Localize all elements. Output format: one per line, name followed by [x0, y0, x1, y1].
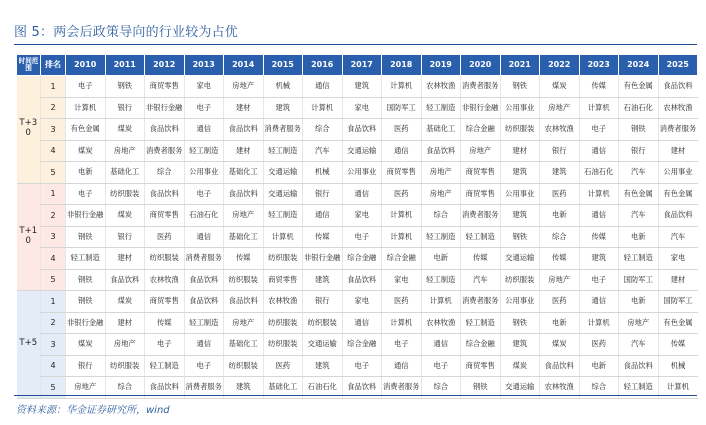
table-row [17, 269, 698, 291]
industry-cell: 食品饮料 [342, 377, 382, 399]
source-note: 资料来源：华金证券研究所，wind [16, 405, 170, 416]
industry-cell: 食品饮料 [421, 140, 461, 162]
industry-cell: 商贸零售 [263, 269, 303, 291]
industry-cell: 综合 [303, 119, 343, 141]
industry-cell: 医药 [540, 291, 580, 313]
industry-cell: 通信 [303, 205, 343, 227]
year-header: 2017 [342, 55, 382, 76]
industry-cell: 电子 [382, 334, 422, 356]
year-header: 2015 [263, 55, 303, 76]
industry-cell: 食品饮料 [184, 291, 224, 313]
industry-cell: 医药 [263, 355, 303, 377]
industry-cell: 银行 [105, 226, 145, 248]
industry-cell: 房地产 [461, 140, 501, 162]
industry-cell: 轻工制造 [619, 248, 659, 270]
industry-cell: 基础化工 [263, 377, 303, 399]
rank-cell: 2 [41, 97, 66, 119]
industry-cell: 计算机 [579, 312, 619, 334]
window-header: 时间范围 [17, 55, 41, 76]
rank-cell: 2 [41, 312, 66, 334]
industry-cell: 非银行金融 [461, 97, 501, 119]
industry-cell: 医药 [540, 183, 580, 205]
industry-cell: 汽车 [303, 140, 343, 162]
industry-cell: 食品饮料 [342, 269, 382, 291]
industry-cell: 电子 [184, 355, 224, 377]
industry-cell: 商贸零售 [145, 76, 185, 98]
industry-cell: 房地产 [540, 269, 580, 291]
table-row [17, 205, 698, 227]
rank-cell: 5 [41, 377, 66, 399]
industry-cell: 消费者服务 [263, 119, 303, 141]
title-divider [14, 44, 697, 45]
industry-cell: 传媒 [461, 248, 501, 270]
industry-cell: 公用事业 [342, 162, 382, 184]
industry-cell: 消费者服务 [184, 248, 224, 270]
industry-cell: 建材 [658, 140, 698, 162]
industry-cell: 电子 [184, 183, 224, 205]
industry-cell: 钢铁 [105, 76, 145, 98]
industry-cell: 国防军工 [382, 97, 422, 119]
industry-cell: 建筑 [579, 248, 619, 270]
industry-cell: 房地产 [224, 76, 264, 98]
industry-cell: 通信 [184, 226, 224, 248]
header-row [17, 55, 698, 76]
industry-ranking-table [16, 54, 698, 399]
industry-cell: 纺织服装 [303, 312, 343, 334]
rank-header: 排名 [41, 55, 66, 76]
industry-cell: 传媒 [579, 226, 619, 248]
industry-cell: 轻工制造 [145, 355, 185, 377]
industry-cell: 商贸零售 [461, 355, 501, 377]
year-header: 2012 [145, 55, 185, 76]
industry-cell: 轻工制造 [184, 140, 224, 162]
industry-cell: 通信 [184, 334, 224, 356]
industry-cell: 建筑 [540, 162, 580, 184]
table-row [17, 97, 698, 119]
industry-cell: 商贸零售 [382, 162, 422, 184]
industry-cell: 消费者服务 [461, 76, 501, 98]
industry-cell: 有色金属 [658, 312, 698, 334]
window-label: T+30 [17, 76, 41, 184]
industry-cell: 建筑 [303, 355, 343, 377]
industry-cell: 纺织服装 [263, 312, 303, 334]
table-row [17, 76, 698, 98]
industry-cell: 电子 [342, 226, 382, 248]
industry-cell: 交通运输 [342, 140, 382, 162]
industry-cell: 纺织服装 [500, 269, 540, 291]
industry-cell: 轻工制造 [263, 205, 303, 227]
industry-cell: 银行 [303, 291, 343, 313]
industry-cell: 纺织服装 [224, 269, 264, 291]
industry-cell: 计算机 [658, 377, 698, 399]
industry-cell: 电新 [619, 291, 659, 313]
industry-cell: 基础化工 [105, 162, 145, 184]
industry-cell: 通信 [382, 355, 422, 377]
industry-cell: 轻工制造 [263, 140, 303, 162]
industry-cell: 轻工制造 [461, 226, 501, 248]
year-header: 2013 [184, 55, 224, 76]
industry-cell: 食品饮料 [224, 291, 264, 313]
industry-cell: 电子 [145, 334, 185, 356]
industry-cell: 传媒 [658, 334, 698, 356]
industry-cell: 综合 [421, 377, 461, 399]
industry-cell: 综合 [540, 226, 580, 248]
industry-cell: 非银行金融 [303, 248, 343, 270]
window-label: T+10 [17, 183, 41, 291]
industry-cell: 基础化工 [421, 119, 461, 141]
industry-cell: 交通运输 [263, 162, 303, 184]
industry-cell: 消费者服务 [658, 119, 698, 141]
industry-cell: 食品饮料 [145, 119, 185, 141]
industry-cell: 消费者服务 [461, 291, 501, 313]
industry-cell: 基础化工 [224, 334, 264, 356]
industry-cell: 煤炭 [540, 334, 580, 356]
industry-cell: 石油石化 [184, 205, 224, 227]
industry-cell: 食品饮料 [658, 205, 698, 227]
industry-cell: 综合 [145, 162, 185, 184]
industry-cell: 国防军工 [658, 291, 698, 313]
industry-cell: 商贸零售 [461, 162, 501, 184]
table-body [17, 76, 698, 399]
industry-cell: 综合金融 [342, 248, 382, 270]
industry-cell: 机械 [263, 76, 303, 98]
industry-cell: 食品饮料 [145, 183, 185, 205]
industry-cell: 房地产 [224, 205, 264, 227]
industry-cell: 电子 [66, 183, 106, 205]
industry-cell: 电子 [184, 97, 224, 119]
industry-cell: 纺织服装 [500, 119, 540, 141]
industry-cell: 医药 [382, 183, 422, 205]
industry-cell: 通信 [579, 205, 619, 227]
industry-cell: 家电 [342, 97, 382, 119]
industry-cell: 计算机 [382, 205, 422, 227]
industry-cell: 石油石化 [303, 377, 343, 399]
industry-cell: 基础化工 [224, 226, 264, 248]
rank-cell: 4 [41, 140, 66, 162]
industry-cell: 石油石化 [579, 162, 619, 184]
industry-cell: 电子 [579, 269, 619, 291]
industry-cell: 电新 [540, 312, 580, 334]
industry-cell: 消费者服务 [461, 205, 501, 227]
industry-cell: 银行 [66, 355, 106, 377]
year-header: 2025 [658, 55, 698, 76]
industry-cell: 建材 [105, 312, 145, 334]
rank-cell: 3 [41, 334, 66, 356]
table-row [17, 248, 698, 270]
rank-cell: 5 [41, 269, 66, 291]
industry-cell: 通信 [579, 140, 619, 162]
industry-cell: 医药 [579, 334, 619, 356]
industry-cell: 食品饮料 [540, 355, 580, 377]
industry-cell: 汽车 [619, 162, 659, 184]
industry-cell: 煤炭 [105, 291, 145, 313]
industry-cell: 家电 [342, 291, 382, 313]
rank-cell: 1 [41, 76, 66, 98]
rank-cell: 4 [41, 248, 66, 270]
industry-cell: 计算机 [382, 76, 422, 98]
industry-cell: 计算机 [303, 97, 343, 119]
industry-cell: 综合 [579, 377, 619, 399]
industry-cell: 商贸零售 [145, 205, 185, 227]
industry-cell: 建材 [224, 140, 264, 162]
industry-cell: 农林牧渔 [263, 291, 303, 313]
industry-cell: 综合金融 [461, 119, 501, 141]
industry-cell: 农林牧渔 [540, 377, 580, 399]
industry-cell: 电新 [579, 355, 619, 377]
rank-cell: 5 [41, 162, 66, 184]
industry-cell: 农林牧渔 [145, 269, 185, 291]
rank-cell: 2 [41, 205, 66, 227]
table-row [17, 355, 698, 377]
industry-cell: 房地产 [540, 97, 580, 119]
industry-cell: 家电 [382, 269, 422, 291]
industry-cell: 轻工制造 [461, 312, 501, 334]
industry-cell: 计算机 [382, 312, 422, 334]
industry-cell: 计算机 [263, 226, 303, 248]
industry-cell: 公用事业 [500, 183, 540, 205]
industry-cell: 电子 [421, 355, 461, 377]
table-header [17, 55, 698, 76]
window-label: T+5 [17, 291, 41, 399]
industry-cell: 公用事业 [658, 162, 698, 184]
industry-cell: 电新 [421, 248, 461, 270]
industry-cell: 钢铁 [619, 119, 659, 141]
industry-cell: 电新 [540, 205, 580, 227]
industry-cell: 钢铁 [500, 312, 540, 334]
industry-cell: 电子 [342, 355, 382, 377]
industry-cell: 银行 [303, 183, 343, 205]
industry-cell: 建筑 [263, 97, 303, 119]
industry-cell: 银行 [540, 140, 580, 162]
industry-cell: 纺织服装 [105, 355, 145, 377]
industry-cell: 电子 [579, 119, 619, 141]
industry-cell: 有色金属 [658, 183, 698, 205]
industry-cell: 轻工制造 [421, 97, 461, 119]
industry-cell: 家电 [658, 248, 698, 270]
industry-cell: 计算机 [421, 291, 461, 313]
industry-cell: 交通运输 [500, 248, 540, 270]
rank-cell: 3 [41, 119, 66, 141]
industry-cell: 轻工制造 [66, 248, 106, 270]
industry-cell: 煤炭 [540, 76, 580, 98]
industry-cell: 通信 [382, 140, 422, 162]
industry-cell: 食品饮料 [658, 76, 698, 98]
industry-cell: 电新 [66, 162, 106, 184]
industry-cell: 汽车 [461, 269, 501, 291]
table-row [17, 291, 698, 313]
industry-cell: 建材 [105, 248, 145, 270]
industry-cell: 有色金属 [66, 119, 106, 141]
year-header: 2020 [461, 55, 501, 76]
industry-cell: 钢铁 [66, 291, 106, 313]
industry-cell: 纺织服装 [224, 355, 264, 377]
industry-cell: 基础化工 [224, 162, 264, 184]
industry-cell: 机械 [658, 355, 698, 377]
industry-cell: 传媒 [145, 312, 185, 334]
year-header: 2019 [421, 55, 461, 76]
industry-cell: 消费者服务 [145, 140, 185, 162]
industry-cell: 通信 [579, 291, 619, 313]
industry-cell: 建材 [500, 140, 540, 162]
industry-cell: 医药 [382, 119, 422, 141]
table-row [17, 226, 698, 248]
industry-cell: 钢铁 [500, 226, 540, 248]
industry-cell: 食品饮料 [224, 119, 264, 141]
industry-cell: 食品饮料 [224, 183, 264, 205]
table-row [17, 119, 698, 141]
industry-cell: 房地产 [105, 334, 145, 356]
industry-cell: 非银行金融 [145, 97, 185, 119]
rank-cell: 1 [41, 183, 66, 205]
industry-cell: 非银行金融 [66, 312, 106, 334]
industry-cell: 食品饮料 [619, 355, 659, 377]
industry-cell: 汽车 [619, 334, 659, 356]
industry-cell: 通信 [342, 183, 382, 205]
industry-cell: 农林牧渔 [658, 97, 698, 119]
industry-cell: 机械 [303, 162, 343, 184]
industry-cell: 钢铁 [66, 226, 106, 248]
table-row [17, 183, 698, 205]
industry-cell: 石油石化 [619, 97, 659, 119]
industry-cell: 医药 [382, 291, 422, 313]
industry-cell: 建筑 [500, 205, 540, 227]
industry-cell: 通信 [342, 312, 382, 334]
industry-cell: 钢铁 [500, 76, 540, 98]
rank-cell: 1 [41, 291, 66, 313]
industry-cell: 通信 [303, 76, 343, 98]
industry-cell: 纺织服装 [105, 183, 145, 205]
industry-cell: 商贸零售 [461, 183, 501, 205]
industry-cell: 建材 [658, 269, 698, 291]
industry-cell: 农林牧渔 [421, 312, 461, 334]
industry-cell: 煤炭 [500, 355, 540, 377]
industry-cell: 房地产 [66, 377, 106, 399]
industry-cell: 食品饮料 [342, 119, 382, 141]
industry-cell: 公用事业 [500, 97, 540, 119]
industry-cell: 食品饮料 [145, 377, 185, 399]
industry-cell: 银行 [619, 140, 659, 162]
rank-cell: 3 [41, 226, 66, 248]
industry-cell: 纺织服装 [263, 334, 303, 356]
industry-cell: 煤炭 [66, 140, 106, 162]
industry-cell: 建筑 [224, 377, 264, 399]
industry-cell: 计算机 [382, 226, 422, 248]
industry-cell: 计算机 [579, 97, 619, 119]
industry-cell: 煤炭 [105, 119, 145, 141]
table-row [17, 312, 698, 334]
industry-cell: 建材 [224, 97, 264, 119]
year-header: 2022 [540, 55, 580, 76]
industry-cell: 综合金融 [382, 248, 422, 270]
table-row [17, 334, 698, 356]
industry-cell: 建筑 [500, 162, 540, 184]
industry-cell: 传媒 [303, 226, 343, 248]
year-header: 2023 [579, 55, 619, 76]
industry-cell: 公用事业 [184, 162, 224, 184]
industry-cell: 公用事业 [500, 291, 540, 313]
table-row [17, 140, 698, 162]
industry-cell: 汽车 [619, 205, 659, 227]
industry-cell: 消费者服务 [382, 377, 422, 399]
industry-cell: 综合 [105, 377, 145, 399]
industry-cell: 通信 [184, 119, 224, 141]
industry-cell: 有色金属 [619, 76, 659, 98]
industry-cell: 纺织服装 [263, 248, 303, 270]
industry-cell: 交通运输 [500, 377, 540, 399]
industry-cell: 房地产 [224, 312, 264, 334]
industry-cell: 电新 [619, 226, 659, 248]
footer-divider [14, 395, 697, 396]
industry-cell: 房地产 [619, 312, 659, 334]
industry-cell: 房地产 [105, 140, 145, 162]
industry-cell: 建筑 [500, 334, 540, 356]
industry-cell: 交通运输 [303, 334, 343, 356]
industry-cell: 传媒 [224, 248, 264, 270]
industry-cell: 医药 [145, 226, 185, 248]
industry-cell: 通信 [421, 334, 461, 356]
industry-cell: 农林牧渔 [421, 76, 461, 98]
industry-cell: 电子 [66, 76, 106, 98]
industry-cell: 轻工制造 [619, 377, 659, 399]
industry-cell: 综合 [421, 205, 461, 227]
figure-title: 图 5：两会后政策导向的行业较为占优 [14, 25, 239, 40]
industry-cell: 轻工制造 [184, 312, 224, 334]
table-row [17, 162, 698, 184]
industry-cell: 钢铁 [66, 269, 106, 291]
industry-cell: 传媒 [540, 248, 580, 270]
industry-cell: 建筑 [342, 76, 382, 98]
industry-cell: 煤炭 [66, 334, 106, 356]
industry-cell: 钢铁 [461, 377, 501, 399]
industry-cell: 食品饮料 [184, 269, 224, 291]
industry-cell: 综合金融 [342, 334, 382, 356]
industry-cell: 轻工制造 [421, 269, 461, 291]
year-header: 2021 [500, 55, 540, 76]
industry-cell: 交通运输 [263, 183, 303, 205]
industry-cell: 国防军工 [619, 269, 659, 291]
industry-cell: 家电 [184, 76, 224, 98]
industry-cell: 汽车 [658, 226, 698, 248]
industry-cell: 消费者服务 [184, 377, 224, 399]
industry-cell: 计算机 [579, 183, 619, 205]
industry-cell: 房地产 [421, 183, 461, 205]
year-header: 2024 [619, 55, 659, 76]
industry-cell: 煤炭 [105, 205, 145, 227]
year-header: 2010 [66, 55, 106, 76]
industry-cell: 建筑 [303, 269, 343, 291]
industry-cell: 家电 [342, 205, 382, 227]
industry-cell: 综合金融 [461, 334, 501, 356]
industry-cell: 房地产 [421, 162, 461, 184]
year-header: 2016 [303, 55, 343, 76]
industry-cell: 食品饮料 [105, 269, 145, 291]
year-header: 2018 [382, 55, 422, 76]
industry-cell: 农林牧渔 [540, 119, 580, 141]
industry-cell: 轻工制造 [421, 226, 461, 248]
rank-cell: 4 [41, 355, 66, 377]
industry-cell: 有色金属 [619, 183, 659, 205]
industry-cell: 计算机 [66, 97, 106, 119]
year-header: 2014 [224, 55, 264, 76]
industry-cell: 传媒 [579, 76, 619, 98]
year-header: 2011 [105, 55, 145, 76]
industry-cell: 纺织服装 [145, 248, 185, 270]
industry-cell: 非银行金融 [66, 205, 106, 227]
industry-cell: 商贸零售 [145, 291, 185, 313]
industry-cell: 银行 [105, 97, 145, 119]
